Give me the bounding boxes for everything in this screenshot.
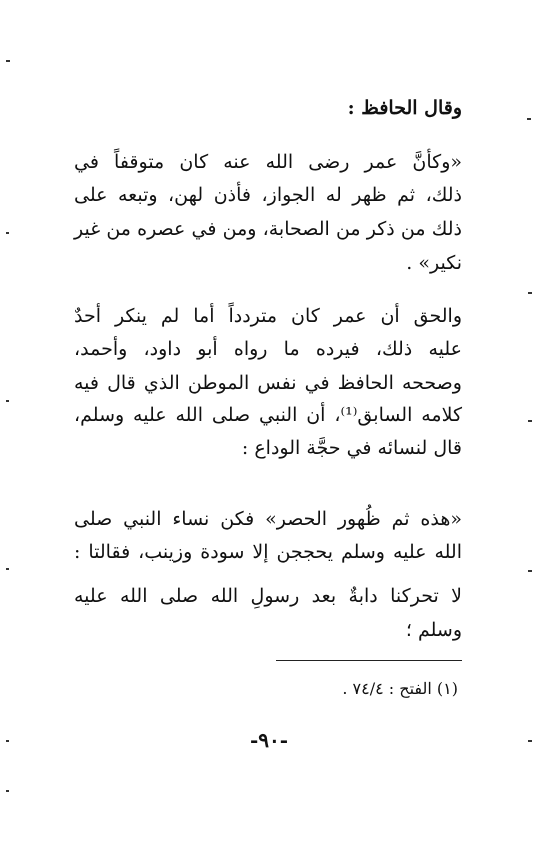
margin-mark bbox=[6, 232, 9, 234]
paragraph-3-line-2: الله عليه وسلم يحججن إلا سودة وزينب، فقالتا : bbox=[74, 541, 462, 563]
margin-mark bbox=[528, 292, 532, 294]
paragraph-2-line-5: قال لنسائه في حجَّة الوداع : bbox=[241, 437, 462, 459]
margin-mark bbox=[528, 570, 532, 572]
paragraph-1-line-4: نكير» . bbox=[406, 252, 462, 274]
paragraph-4-line-2: وسلم ؛ bbox=[405, 619, 462, 641]
margin-mark bbox=[528, 740, 532, 742]
margin-mark bbox=[6, 400, 9, 402]
paragraph-2-line-3: وصححه الحافظ في نفس الموطن الذي قال فيه bbox=[74, 372, 462, 394]
paragraph-1-line-1: «وكأنَّ عمر رضى الله عنه كان متوقفاً في bbox=[74, 151, 462, 173]
section-heading: وقال الحافظ : bbox=[347, 97, 462, 119]
paragraph-1-line-3: ذلك من ذكر من الصحابة، ومن في عصره من غير bbox=[74, 218, 462, 240]
page-number: -٩٠- bbox=[249, 728, 289, 752]
margin-mark bbox=[528, 420, 532, 422]
margin-mark bbox=[6, 568, 9, 570]
paragraph-3-line-1: «هذه ثم ظُهور الحصر» فكن نساء النبي صلى bbox=[74, 508, 462, 530]
margin-mark bbox=[6, 60, 10, 62]
paragraph-2-line-1: والحق أن عمر كان متردداً أما لم ينكر أحدٌ bbox=[74, 305, 462, 327]
footnote: (١) الفتح : ٧٤/٤ . bbox=[342, 679, 458, 698]
paragraph-2-line-4: كلامه السابق⁽¹⁾، أن النبي صلى الله عليه وسلم، bbox=[74, 404, 462, 426]
paragraph-1-line-2: ذلك، ثم ظهر له الجواز، فأذن لهن، وتبعه على bbox=[74, 184, 462, 206]
footnote-divider bbox=[276, 660, 462, 661]
margin-mark bbox=[6, 790, 9, 792]
margin-mark bbox=[6, 740, 9, 742]
margin-mark bbox=[527, 118, 531, 120]
paragraph-4-line-1: لا تحركنا دابةٌ بعد رسولِ الله صلى الله عليه bbox=[74, 585, 462, 607]
paragraph-2-line-2: عليه ذلك، فيرده ما رواه أبو داود، وأحمد، bbox=[74, 338, 462, 360]
